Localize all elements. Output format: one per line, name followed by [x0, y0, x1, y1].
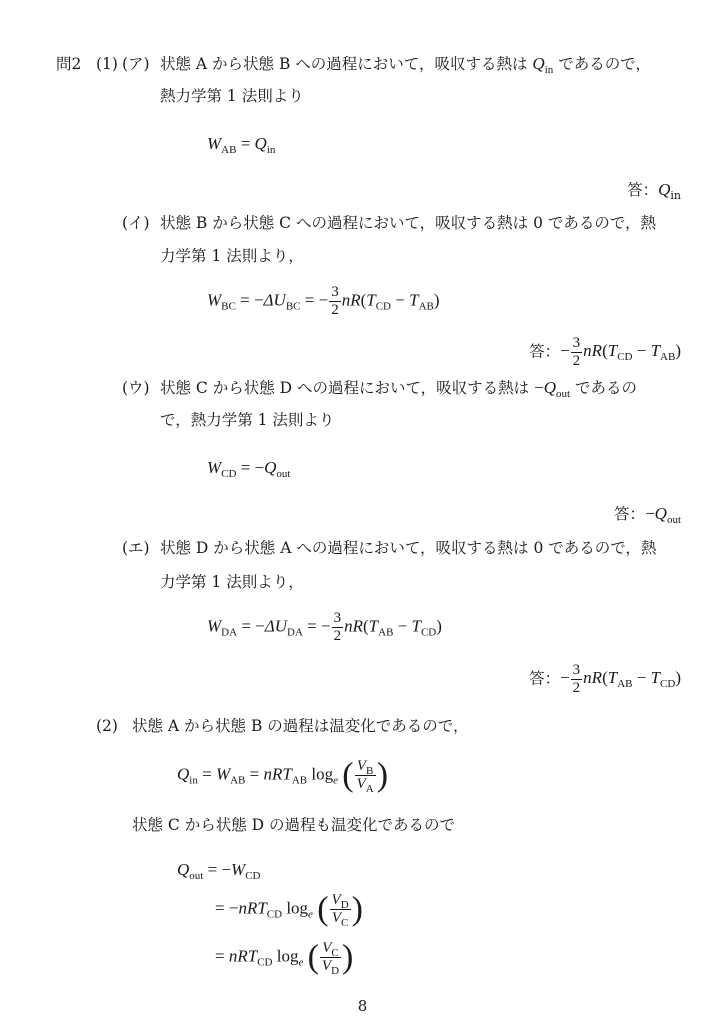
equation-w-cd: $W_{CD} = -Q_{out}$ — [207, 458, 291, 480]
item-a-text-line2: 熱力学第 1 法則より — [160, 87, 304, 105]
item-i-text-line2: 力学第 1 法則より， — [160, 247, 304, 265]
part2-label: (2) — [96, 717, 118, 735]
item-a-text-line1 — [160, 54, 651, 74]
part1-label: (1) — [96, 55, 118, 73]
item-a-text: 状態 A から状態 B への過程において，吸収する熱は — [160, 55, 528, 73]
equation-q-in: $Q_{in} = W_{AB} = nRT_{AB}$ $\log_e$ ( $\frac{V_B}{V_A}$ ) — [177, 756, 389, 795]
math-neg-q-out: $-Q_{out}$ — [534, 378, 571, 400]
equation-q-out-line3: = nRT$_{CD}$ $\log_e$ ( $\frac{V_C}{V_D}$ ) — [215, 938, 354, 977]
item-a-label: (ア) — [122, 55, 150, 73]
page-number: 8 — [357, 997, 368, 1015]
item-u-text: 状態 C から状態 D への過程において，吸収する熱は — [160, 379, 530, 397]
answer-a: 答：$Q_{in}$ — [627, 180, 681, 202]
math-q-in: $Q_{in}$ — [532, 54, 554, 76]
answer-i: 答：− $\frac{3}{2}$ $nR(T_{CD} - T_{AB})$ — [529, 335, 681, 369]
item-u-text-line2: で，熱力学第 1 法則より — [160, 411, 335, 429]
item-i-label: (イ) — [122, 214, 150, 232]
item-u-text-line1 — [160, 378, 637, 398]
part2-text-line2: 状態 C から状態 D の過程も温変化であるので — [132, 816, 455, 834]
equation-w-ab: $W_{AB} = Q_{in}$ — [207, 134, 276, 156]
problem-number: 問2 — [56, 55, 82, 73]
equation-q-out-line1: $Q_{out} = -W_{CD}$ — [177, 860, 261, 882]
answer-e: 答：− $\frac{3}{2}$ $nR(T_{AB} - T_{CD})$ — [529, 662, 681, 696]
part2-text-line1: 状態 A から状態 B の過程は温変化であるので， — [132, 717, 469, 735]
item-a-text-end: であるので， — [558, 55, 651, 73]
equation-w-da: $W_{DA} = -\Delta U_{DA}$ = − $\frac{3}{2}$ $nR(T_{AB} - T_{CD})$ — [207, 610, 442, 644]
item-e-text-line1: 状態 D から状態 A への過程において，吸収する熱は 0 であるので，熱 — [160, 539, 657, 557]
answer-u: 答：$-Q_{out}$ — [614, 504, 681, 526]
item-e-label: (エ) — [122, 539, 150, 557]
item-u-label: (ウ) — [122, 379, 150, 397]
item-i-text-line1: 状態 B から状態 C への過程において，吸収する熱は 0 であるので，熱 — [160, 214, 657, 232]
item-e-text-line2: 力学第 1 法則より， — [160, 573, 304, 591]
item-u-text-end: であるの — [575, 379, 638, 397]
equation-w-bc: $W_{BC} = -\Delta U_{BC}$ = − $\frac{3}{2}$ $nR(T_{CD} - T_{AB})$ — [207, 284, 440, 318]
equation-q-out-line2: = −nRT$_{CD}$ $\log_e$ ( $\frac{V_D}{V_C}$ ) — [215, 890, 363, 929]
